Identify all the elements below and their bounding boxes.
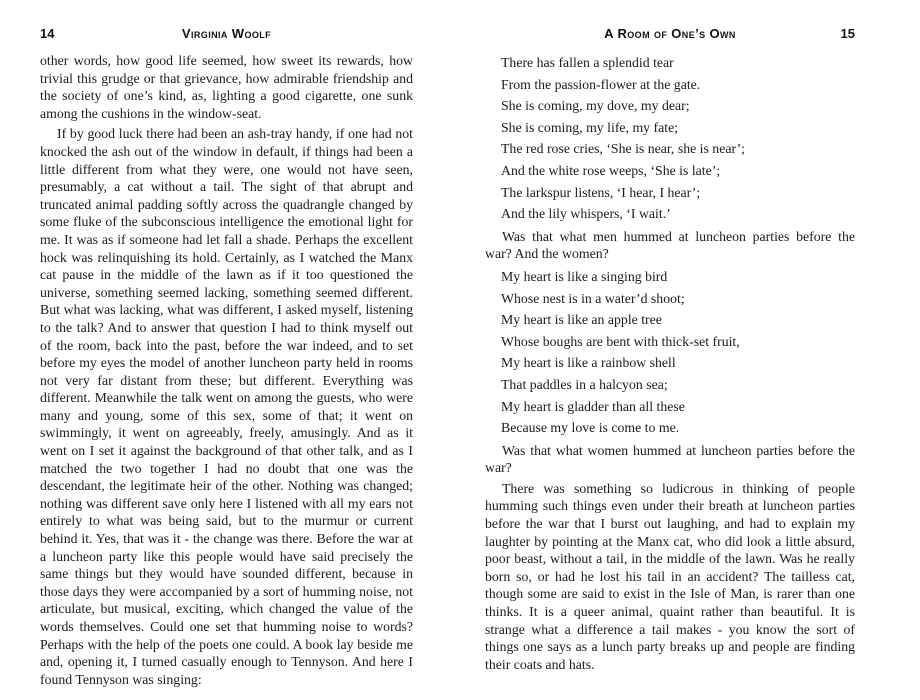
poem-line: And the lily whispers, ‘I wait.’: [501, 206, 671, 222]
page-number-right: 15: [840, 26, 855, 41]
left-page-body: [40, 52, 413, 688]
poem-line: Because my love is come to me.: [501, 420, 680, 436]
running-head-right: [485, 27, 855, 41]
poem-line: Whose nest is in a water’d shoot;: [501, 290, 685, 306]
poem-line: She is coming, my life, my fate;: [501, 119, 679, 135]
poem-rossetti: [501, 266, 855, 439]
paragraph-manx-cat: If by good luck there had been an ash-tray handy, if one had not knocked the ash out of the window in default, if things had been a little different from what they were, one would not have seen, presumably, a cat without a tail. The sight of that abrupt and truncated animal padding softly across the quadrangle changed by some fluke of the subconscious intelligence the emotional light for me. It was as if someone had let fall a shade. Perhaps the excellent hock was relinquishing its hold. Certainly, as I watched the Manx cat pause in the middle of the lawn as if it too questioned the universe, something seemed lacking, something seemed different. But what was lacking, what was different, I asked myself, listening to the talk? And to answer that question I had to think myself out of the room, back into the past, before the war indeed, and to set before my eyes the model of another luncheon party held in rooms not very far distant from these; but different. Everything was different. Meanwhile the talk went on among the guests, who were many and young, some of this sex, some of that; it went on swimmingly, it went on agreeably, freely, amusingly. And as it went on I set it against the background of that other talk, and as I matched the two together I had no doubt that one was the descendant, the legitimate heir of the other. Nothing was changed; nothing was different save only here I listened with all my ears not entirely to what was being said, but to the murmur or current behind it. Yes, that was it - the change was there. Before the war at a luncheon party like this people would have said precisely the same things but they would have sounded different, because in those days they were accompanied by a sort of humming noise, not articulate, but musical, exciting, which changed the value of the words themselves. Could one set that humming noise to words? Perhaps with the help of the poets one could. A book lay beside me and, opening it, I turned casually enough to Tennyson. And here I found Tennyson was singing:: [40, 126, 413, 687]
poem-line: The red rose cries, ‘She is near, she is near’;: [501, 141, 745, 157]
poem-line: There has fallen a splendid tear: [501, 55, 674, 70]
paragraph-men-hummed: Was that what men hummed at luncheon parties before the war? And the women?: [485, 228, 855, 262]
paragraph-ludicrous: There was something so ludicrous in thinking of people humming such things even under their breath at luncheon parties before the war that I burst out laughing, and had to explain my laughter by pointing at the Manx cat, who did look a little absurd, poor beast, without a tail, in the middle of the lawn. Was he really born so, or had he lost his tail in an accident? The tailless cat, though some are said to exist in the Isle of Man, is rarer than one thinks. It is a queer animal, quaint rather than beautiful. It is strange what a difference a tail makes - you know the sort of things one says as a lunch party breaks up and people are finding their coats and hats.: [485, 480, 855, 672]
poem-line: That paddles in a halcyon sea;: [501, 376, 668, 392]
poem-tennyson: [501, 52, 855, 225]
running-head-title: A Room of One’s Own: [604, 26, 736, 41]
poem-line: My heart is like a rainbow shell: [501, 355, 676, 371]
poem-line: And the white rose weeps, ‘She is late’;: [501, 162, 721, 178]
poem-line: Whose boughs are bent with thick-set fruit,: [501, 333, 740, 349]
paragraph-continuation: other words, how good life seemed, how sweet its rewards, how trivial this grudge or that grievance, how admirable friendship and the society of one’s kind, as, lighting a good cigarette, one sunk among the cushions in the window-seat.: [40, 53, 413, 121]
right-page-body: [485, 52, 855, 673]
poem-line: My heart is like a singing bird: [501, 268, 668, 284]
poem-line: My heart is like an apple tree: [501, 312, 662, 328]
running-head-left: [40, 27, 413, 41]
running-head-author: Virginia Woolf: [181, 26, 272, 41]
page-right: [460, 0, 920, 700]
poem-line: She is coming, my dove, my dear;: [501, 98, 690, 114]
poem-line: The larkspur listens, ‘I hear, I hear’;: [501, 184, 701, 200]
page-number-left: 14: [40, 26, 55, 41]
poem-line: From the passion-flower at the gate.: [501, 76, 701, 92]
paragraph-women-hummed: Was that what women hummed at luncheon parties before the war?: [485, 442, 855, 476]
poem-line: My heart is gladder than all these: [501, 398, 685, 414]
